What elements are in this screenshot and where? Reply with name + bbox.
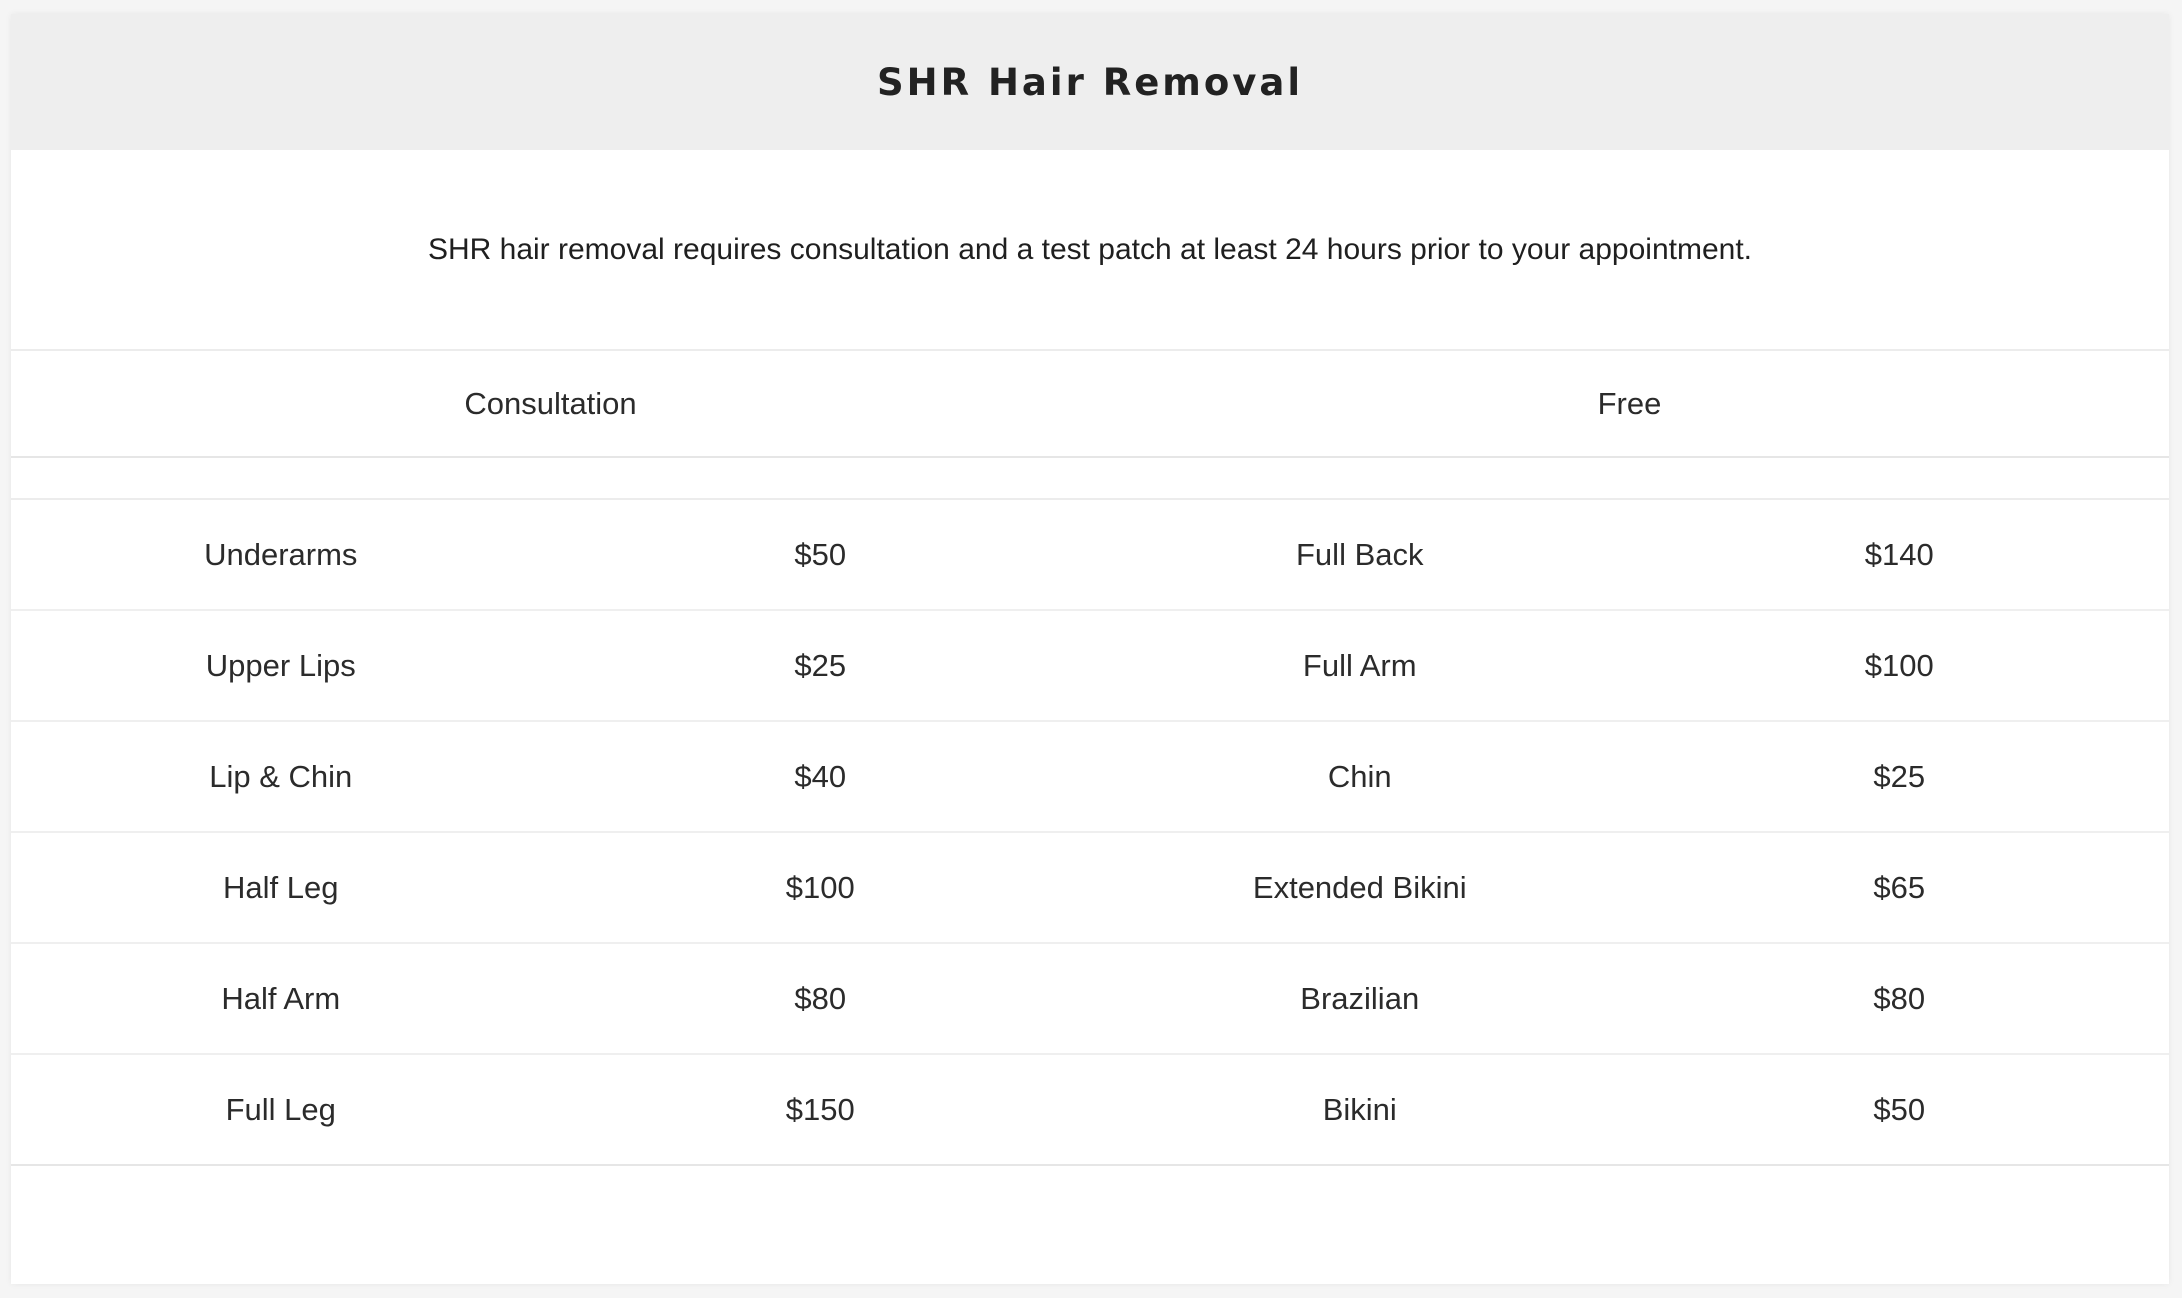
table-row	[11, 944, 2169, 1055]
area-name: Half Leg	[223, 869, 339, 905]
area-price: $25	[1873, 758, 1926, 794]
consultation-notice: SHR hair removal requires consultation and a test patch at least 24 hours prior to your appointment.	[11, 150, 2169, 351]
price-table	[11, 500, 2169, 1166]
area-name: Underarms	[204, 536, 358, 572]
area-price: $150	[785, 1091, 855, 1127]
consultation-row	[11, 351, 2169, 458]
table-row	[11, 833, 2169, 944]
area-price: $140	[1864, 536, 1934, 572]
area-price: $50	[1873, 1091, 1926, 1127]
area-price: $65	[1873, 869, 1926, 905]
area-name: Half Arm	[221, 980, 341, 1016]
area-name: Chin	[1327, 758, 1392, 794]
area-price: $80	[794, 980, 847, 1016]
area-name: Full Arm	[1302, 647, 1417, 683]
area-price: $50	[794, 536, 847, 572]
table-spacer	[11, 458, 2169, 500]
page-title: SHR Hair Removal	[876, 60, 1304, 104]
area-name: Upper Lips	[205, 647, 356, 683]
table-row	[11, 611, 2169, 722]
area-name: Full Back	[1296, 536, 1424, 572]
area-price: $80	[1873, 980, 1926, 1016]
area-name: Brazilian	[1300, 980, 1420, 1016]
area-name: Extended Bikini	[1252, 869, 1467, 905]
consultation-label: Consultation	[464, 385, 637, 421]
area-price: $25	[794, 647, 847, 683]
area-price: $40	[794, 758, 847, 794]
table-row	[11, 1055, 2169, 1166]
consultation-price: Free	[1597, 385, 1662, 421]
pricing-card	[11, 14, 2169, 1284]
table-row	[11, 500, 2169, 611]
area-price: $100	[1864, 647, 1934, 683]
area-price: $100	[785, 869, 855, 905]
area-name: Lip & Chin	[209, 758, 353, 794]
area-name: Full Leg	[225, 1091, 336, 1127]
area-name: Bikini	[1322, 1091, 1397, 1127]
table-row	[11, 722, 2169, 833]
card-header	[11, 14, 2169, 150]
